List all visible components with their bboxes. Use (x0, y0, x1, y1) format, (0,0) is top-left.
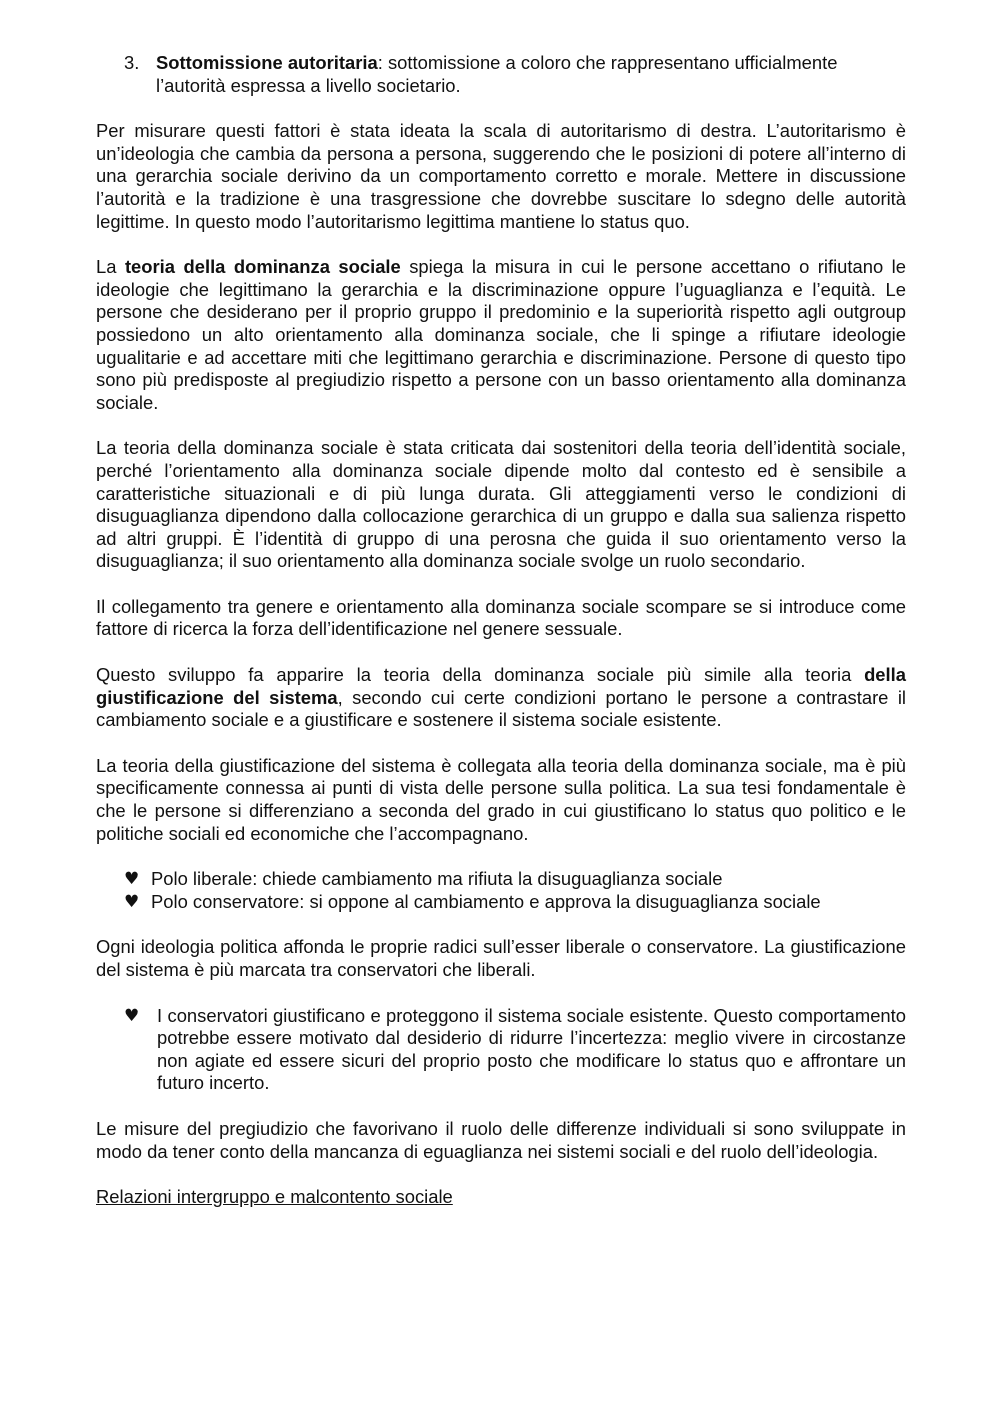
heart-bullet-icon: ♥ (124, 891, 140, 912)
section-heading: Relazioni intergruppo e malcontento sociale (96, 1186, 453, 1208)
poles-list (96, 868, 906, 913)
paragraph-political-ideology: Ogni ideologia politica affonda le proprie radici sull’esser liberale o conservatore. La giustificazione del sistema è più marcata tra conservatori che liberali. (96, 936, 906, 980)
text-run: spiega la misura in cui le persone accettano o rifiutano le ideologie che legittimano la gerarchia e la discriminazione oppure l’uguaglianza e l’equità. Le persone che desiderano per il proprio gruppo il predominio e la superiorità rispetto agli outgroup possiedono un alto orientamento alla dominanza sociale, che li spinge a rifiutare ideologie ugualitarie e ad accettare miti che legittimano gerarchia e discriminazione. Persone di questo tipo sono più predisposte al pregiudizio rispetto a persone con un basso orientamento alla dominanza sociale. (96, 256, 906, 413)
text-run: La (96, 256, 125, 278)
bold-term-social-dominance: teoria della dominanza sociale (124, 256, 401, 278)
list-item-text: Polo liberale: chiede cambiamento ma rifiuta la disuguaglianza sociale (151, 868, 723, 890)
conservatives-list (96, 1005, 906, 1095)
list-item (96, 891, 906, 914)
paragraph-criticism: La teoria della dominanza sociale è stata criticata dai sostenitori della teoria dell’identità sociale, perché l’orientamento alla dominanza sociale dipende molto dal contesto ed è sensibile a caratteristiche situazionali e di più lunga durata. Gli atteggiamenti verso le condizioni di disuguaglianza dipendono dalla collocazione gerarchica di un gruppo e dalla sua salienza rispetto ad altri gruppi. È l’identità di gruppo di una perosna che guida il suo orientamento verso la disuguaglianza; il suo orientamento alla dominanza sociale svolge un ruolo secondario. (96, 437, 906, 572)
heart-bullet-icon: ♥ (124, 869, 140, 890)
list-item (96, 868, 906, 891)
item-number: 3. (124, 52, 140, 73)
item-title: Sottomissione autoritaria (156, 52, 378, 73)
paragraph-system-justification: La teoria della giustificazione del sistema è collegata alla teoria della dominanza sociale, ma è più specificamente connessa ai punti di vista delle persone sulla politica. La sua tesi fondamentale è che le persone si differenziano a seconda del grado in cui giustificano lo status quo politico e le politiche sociali ed economiche che l’accompagnano. (96, 754, 906, 844)
paragraph-system-justification-intro (96, 664, 906, 732)
text-run: Questo sviluppo fa apparire la teoria della dominanza sociale più simile alla teoria (96, 664, 865, 686)
paragraph-prejudice-measures: Le misure del pregiudizio che favorivano il ruolo delle differenze individuali si sono sviluppate in modo da tener conto della mancanza di eguaglianza nei sistemi sociali e del ruolo dell’ideologia. (96, 1117, 906, 1162)
list-item-text: I conservatori giustificano e proteggono il sistema sociale esistente. Questo comportamento potrebbe essere motivato dal desiderio di ridurre l’incertezza: meglio vivere in circostanze non agiate ed essere sicuri del proprio posto che modificare lo status quo e affrontare un futuro incerto. (157, 1004, 906, 1094)
heart-bullet-icon: ♥ (124, 1005, 140, 1026)
list-item-text: Polo conservatore: si oppone al cambiamento e approva la disuguaglianza sociale (151, 890, 821, 912)
bold-term-system-justification: della giustificazione del sistema (96, 664, 906, 708)
list-item (96, 1005, 906, 1095)
text-run: , secondo cui certe condizioni portano le persone a contrastare il cambiamento sociale e a giustificare e sostenere il sistema sociale esistente. (96, 686, 906, 731)
numbered-item-3 (96, 52, 906, 97)
item-body: : sottomissione a coloro che rappresentano ufficialmente l’autorità espressa a livello societario. (156, 52, 838, 96)
paragraph-authoritarianism-scale: Per misurare questi fattori è stata ideata la scala di autoritarismo di destra. L’autoritarismo è un’ideologia che cambia da persona a persona, suggerendo che le posizioni di potere all’interno di una gerarchia sociale derivino da un comportamento corretto e morale. Mettere in discussione l’autorità e la tradizione è una trasgressione che dovrebbe suscitare lo sdegno delle autorità legittime. In questo modo l’autoritarismo legittima mantiene lo status quo. (96, 120, 906, 232)
paragraph-gender: Il collegamento tra genere e orientamento alla dominanza sociale scompare se si introduce come fattore di ricerca la forza dell’identificazione nel genere sessuale. (96, 595, 906, 640)
item-text (156, 52, 906, 97)
paragraph-social-dominance (96, 256, 906, 414)
document-page (96, 52, 906, 1232)
